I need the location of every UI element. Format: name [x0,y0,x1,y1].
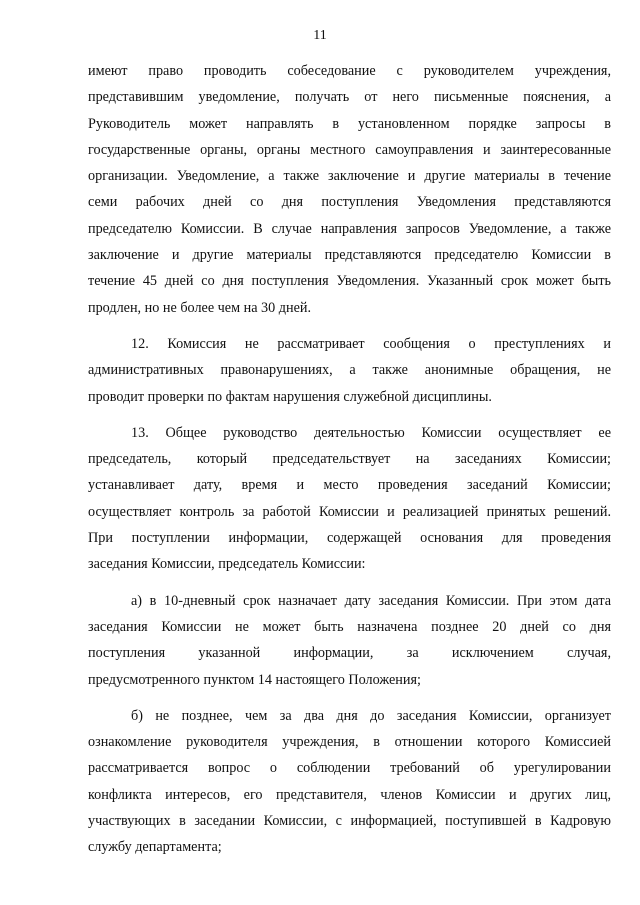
text-line: председатель, который председательствует на заседаниях Комиссии; [88,451,611,468]
text-line: конфликта интересов, его представителя, членов Комиссии и других лиц, [88,786,611,803]
text-line: а) в 10-дневный срок назначает дату заседания Комиссии. При этом дата [131,592,611,609]
document-body [88,58,611,861]
paragraph-item-12 [88,331,611,410]
text-line: осуществляет контроль за работой Комиссии и реализацией принятых решений. [88,503,611,520]
text-line: службу департамента; [88,839,222,856]
text-line: представившим уведомление, получать от него письменные пояснения, а [88,89,611,106]
text-line: поступления указанной информации, за исключением случая, [88,645,611,662]
text-line: государственные органы, органы местного самоуправления и заинтересованные [88,141,611,158]
paragraph-continuation [88,58,611,321]
text-line: 12. Комиссия не рассматривает сообщения о преступлениях и [131,335,611,352]
text-line: б) не позднее, чем за два дня до заседания Комиссии, организует [131,707,611,724]
paragraph-item-13-b [88,703,611,861]
text-line: заключение и другие материалы представляются председателю Комиссии в [88,247,611,264]
text-line: семи рабочих дней со дня поступления Уведомления представляются [88,194,611,211]
text-line: проводит проверки по фактам нарушения служебной дисциплины. [88,388,492,405]
paragraph-item-13 [88,420,611,578]
text-line: Руководитель может направлять в установленном порядке запросы в [88,115,611,132]
text-line: заседания Комиссии, председатель Комиссии: [88,556,366,573]
text-line: заседания Комиссии не может быть назначена позднее 20 дней со дня [88,618,611,635]
text-line: административных правонарушениях, а также анонимные обращения, не [88,362,611,379]
text-line: 13. Общее руководство деятельностью Комиссии осуществляет ее [131,424,611,441]
text-line: участвующих в заседании Комиссии, с информацией, поступившей в Кадровую [88,813,611,830]
page-number: 11 [313,28,327,43]
text-line: продлен, но не более чем на 30 дней. [88,299,312,316]
text-line: рассматривается вопрос о соблюдении требований об урегулировании [88,760,611,777]
text-line: имеют право проводить собеседование с руководителем учреждения, [88,63,611,79]
text-line: устанавливает дату, время и место проведения заседаний Комиссии; [88,477,611,494]
text-line: течение 45 дней со дня поступления Уведомления. Указанный срок может быть [88,273,611,290]
text-line: организации. Уведомление, а также заключение и другие материалы в течение [88,168,611,185]
text-line: При поступлении информации, содержащей основания для проведения [88,530,611,547]
paragraph-item-13-a [88,588,611,693]
text-line: предусмотренного пунктом 14 настоящего Положения; [88,671,421,688]
text-line: председателю Комиссии. В случае направления запросов Уведомление, а также [88,220,611,237]
text-line: ознакомление руководителя учреждения, в отношении которого Комиссией [88,734,611,751]
